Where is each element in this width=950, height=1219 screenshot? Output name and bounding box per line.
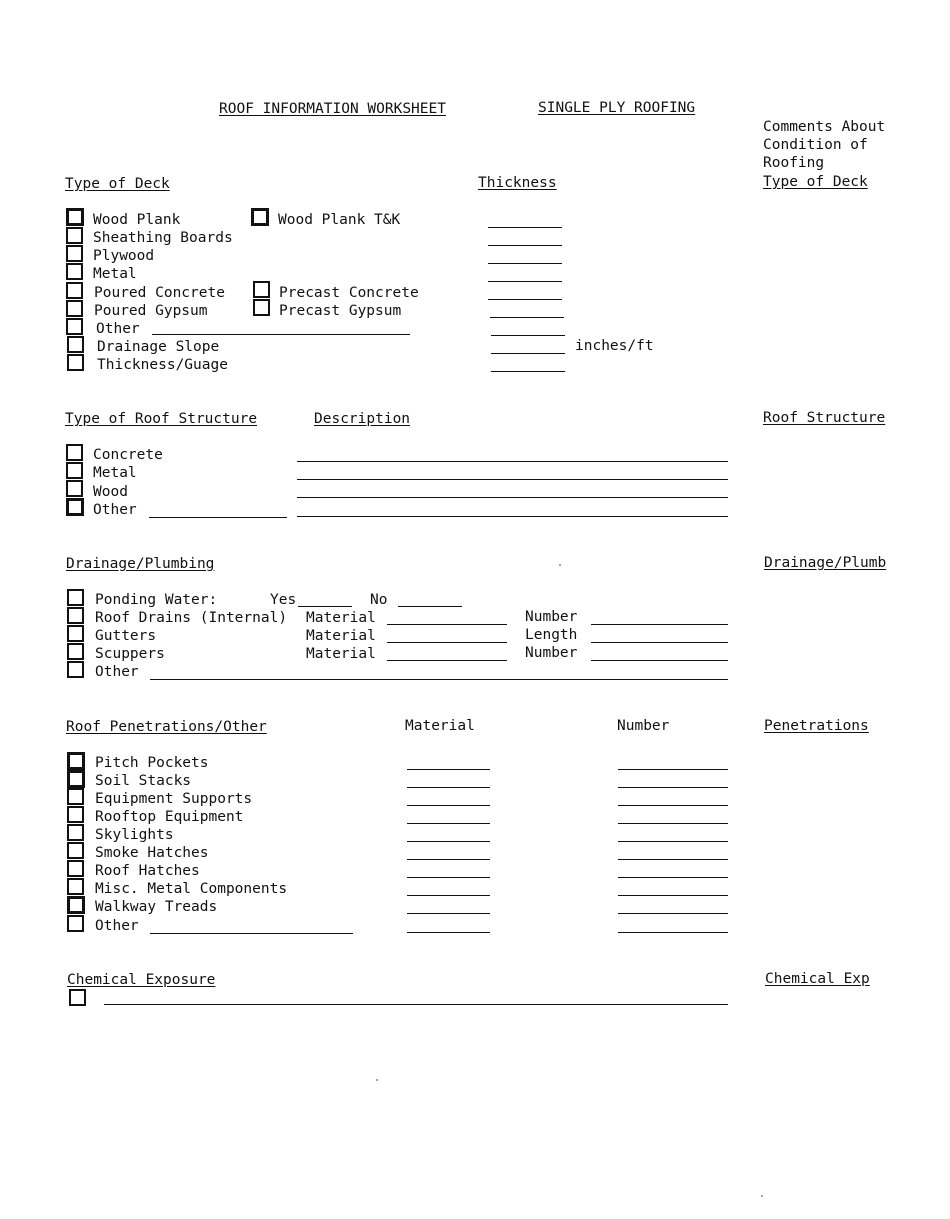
checkbox-thickness-guage[interactable] — [67, 354, 84, 371]
drainage-comment-label: Drainage/Plumb — [764, 555, 887, 571]
material-label-drains: Material — [306, 610, 376, 626]
deck-item-poured-gypsum: Poured Gypsum — [94, 303, 208, 319]
structure-item-metal: Metal — [93, 465, 137, 481]
chemical-exposure-line[interactable] — [104, 1004, 728, 1005]
scan-speck — [559, 564, 561, 566]
checkbox-metal-structure[interactable] — [66, 462, 83, 479]
deck-item-plywood: Plywood — [93, 248, 155, 264]
scuppers-number-line[interactable] — [591, 660, 728, 661]
deck-item-poured-concrete: Poured Concrete — [94, 285, 225, 301]
checkbox-equipment-supports[interactable] — [67, 788, 84, 805]
penetration-item-soil-stacks: Soil Stacks — [95, 773, 192, 789]
comments-heading-line-3: Roofing — [763, 155, 825, 171]
worksheet-title: ROOF INFORMATION WORKSHEET — [219, 101, 446, 117]
number-line-pitch-pockets[interactable] — [618, 769, 728, 770]
chemical-comment-label: Chemical Exp — [765, 971, 870, 987]
checkbox-soil-stacks[interactable] — [67, 770, 85, 788]
checkbox-pitch-pockets[interactable] — [67, 752, 85, 770]
deck-item-thickness-guage: Thickness/Guage — [97, 357, 228, 373]
number-label-scuppers: Number — [525, 645, 578, 661]
checkbox-ponding-water[interactable] — [67, 589, 84, 606]
slope-unit-label: inches/ft — [575, 338, 654, 354]
checkbox-other-structure[interactable] — [66, 498, 84, 516]
checkbox-other-drainage[interactable] — [67, 661, 84, 678]
number-line-equipment-supports[interactable] — [618, 805, 728, 806]
thickness-heading: Thickness — [478, 175, 557, 191]
deck-item-wood-plank: Wood Plank — [93, 212, 181, 228]
penetration-item-rooftop-equipment: Rooftop Equipment — [95, 809, 244, 825]
penetration-item-misc-metal: Misc. Metal Components — [95, 881, 288, 897]
deck-item-metal: Metal — [93, 266, 137, 282]
checkbox-wood-plank[interactable] — [66, 208, 84, 226]
checkbox-metal-deck[interactable] — [66, 263, 83, 280]
drainage-item-gutters: Gutters — [95, 628, 157, 644]
deck-item-precast-concrete: Precast Concrete — [279, 285, 419, 301]
checkbox-poured-concrete[interactable] — [66, 282, 83, 299]
material-line-roof-hatches[interactable] — [407, 877, 490, 878]
penetrations-heading: Roof Penetrations/Other — [66, 719, 267, 735]
number-line-rooftop-equipment[interactable] — [618, 823, 728, 824]
number-label-drains: Number — [525, 609, 578, 625]
checkbox-precast-gypsum[interactable] — [253, 299, 270, 316]
drainage-item-roof-drains: Roof Drains (Internal) — [95, 610, 288, 626]
structure-item-wood: Wood — [93, 484, 128, 500]
gutters-length-line[interactable] — [591, 642, 728, 643]
checkbox-rooftop-equipment[interactable] — [67, 806, 84, 823]
material-line-skylights[interactable] — [407, 841, 490, 842]
checkbox-wood-plank-tk[interactable] — [251, 208, 269, 226]
checkbox-smoke-hatches[interactable] — [67, 842, 84, 859]
deck-heading: Type of Deck — [65, 176, 170, 192]
checkbox-chemical-exposure[interactable] — [69, 989, 86, 1006]
no-label: No — [370, 592, 388, 608]
penetration-item-roof-hatches: Roof Hatches — [95, 863, 200, 879]
checkbox-roof-drains[interactable] — [67, 607, 84, 624]
description-line-metal[interactable] — [297, 479, 728, 480]
description-line-other[interactable] — [297, 516, 728, 517]
checkbox-roof-hatches[interactable] — [67, 860, 84, 877]
drainage-item-scuppers: Scuppers — [95, 646, 165, 662]
material-line-equipment-supports[interactable] — [407, 805, 490, 806]
checkbox-plywood[interactable] — [66, 245, 83, 262]
thickness-line-plywood[interactable] — [488, 263, 562, 264]
description-line-concrete[interactable] — [297, 461, 728, 462]
material-line-soil-stacks[interactable] — [407, 787, 490, 788]
deck-item-wood-plank-tk: Wood Plank T&K — [278, 212, 401, 228]
structure-item-concrete: Concrete — [93, 447, 163, 463]
number-line-smoke-hatches[interactable] — [618, 859, 728, 860]
checkbox-sheathing-boards[interactable] — [66, 227, 83, 244]
number-line-soil-stacks[interactable] — [618, 787, 728, 788]
structure-heading: Type of Roof Structure — [65, 411, 258, 427]
structure-item-other: Other — [93, 502, 137, 518]
deck-item-other: Other — [96, 321, 140, 337]
penetrations-number-heading: Number — [617, 718, 670, 734]
checkbox-wood-structure[interactable] — [66, 480, 83, 497]
description-line-wood[interactable] — [297, 497, 728, 498]
checkbox-drainage-slope[interactable] — [67, 336, 84, 353]
scan-speck — [761, 1195, 763, 1197]
penetrations-material-heading: Material — [405, 718, 475, 734]
thickness-line-sheathing[interactable] — [488, 245, 562, 246]
checkbox-other-penetration[interactable] — [67, 915, 84, 932]
scuppers-material-line[interactable] — [387, 660, 507, 661]
material-line-smoke-hatches[interactable] — [407, 859, 490, 860]
drainage-item-other: Other — [95, 664, 139, 680]
number-line-walkway-treads[interactable] — [618, 913, 728, 914]
chemical-heading: Chemical Exposure — [67, 972, 216, 988]
drains-material-line[interactable] — [387, 624, 507, 625]
penetration-item-skylights: Skylights — [95, 827, 174, 843]
number-line-other[interactable] — [618, 932, 728, 933]
deck-item-drainage-slope: Drainage Slope — [97, 339, 220, 355]
thickness-line-other[interactable] — [491, 335, 565, 336]
deck-item-sheathing-boards: Sheathing Boards — [93, 230, 233, 246]
deck-comment-label: Type of Deck — [763, 174, 868, 190]
checkbox-misc-metal[interactable] — [67, 878, 84, 895]
checkbox-scuppers[interactable] — [67, 643, 84, 660]
yes-label: Yes — [270, 592, 297, 608]
penetration-item-other: Other — [95, 918, 139, 934]
checkbox-gutters[interactable] — [67, 625, 84, 642]
penetration-item-smoke-hatches: Smoke Hatches — [95, 845, 209, 861]
thickness-line-metal[interactable] — [488, 281, 562, 282]
scan-speck — [376, 1079, 378, 1081]
thickness-guage-line[interactable] — [491, 371, 565, 372]
length-label-gutters: Length — [525, 627, 578, 643]
thickness-line-gypsum[interactable] — [490, 317, 564, 318]
material-line-misc-metal[interactable] — [407, 895, 490, 896]
material-line-walkway-treads[interactable] — [407, 913, 490, 914]
no-line[interactable] — [398, 606, 462, 607]
drainage-item-ponding-water: Ponding Water: — [95, 592, 218, 608]
number-line-misc-metal[interactable] — [618, 895, 728, 896]
penetration-item-walkway-treads: Walkway Treads — [95, 899, 218, 915]
material-line-pitch-pockets[interactable] — [407, 769, 490, 770]
checkbox-precast-concrete[interactable] — [253, 281, 270, 298]
comments-heading-line-1: Comments About — [763, 119, 886, 135]
penetrations-comment-label: Penetrations — [764, 718, 869, 734]
checkbox-walkway-treads[interactable] — [67, 896, 85, 914]
checkbox-concrete-structure[interactable] — [66, 444, 83, 461]
penetration-other-line[interactable] — [150, 933, 353, 934]
deck-item-precast-gypsum: Precast Gypsum — [279, 303, 402, 319]
material-line-other[interactable] — [407, 932, 490, 933]
checkbox-skylights[interactable] — [67, 824, 84, 841]
structure-other-line[interactable] — [149, 517, 287, 518]
structure-comment-label: Roof Structure — [763, 410, 886, 426]
yes-line[interactable] — [298, 606, 352, 607]
worksheet-subtitle: SINGLE PLY ROOFING — [538, 100, 696, 116]
checkbox-poured-gypsum[interactable] — [66, 300, 83, 317]
drainage-other-line[interactable] — [150, 679, 728, 680]
drains-number-line[interactable] — [591, 624, 728, 625]
deck-other-line[interactable] — [152, 334, 410, 335]
comments-heading-line-2: Condition of — [763, 137, 868, 153]
number-line-roof-hatches[interactable] — [618, 877, 728, 878]
gutters-material-line[interactable] — [387, 642, 507, 643]
thickness-line-concrete[interactable] — [488, 299, 562, 300]
thickness-line-wood-plank[interactable] — [488, 227, 562, 228]
penetration-item-pitch-pockets: Pitch Pockets — [95, 755, 209, 771]
penetration-item-equipment-supports: Equipment Supports — [95, 791, 253, 807]
material-line-rooftop-equipment[interactable] — [407, 823, 490, 824]
drainage-heading: Drainage/Plumbing — [66, 556, 215, 572]
drainage-slope-line[interactable] — [491, 353, 565, 354]
material-label-gutters: Material — [306, 628, 376, 644]
checkbox-other-deck[interactable] — [66, 318, 83, 335]
material-label-scuppers: Material — [306, 646, 376, 662]
description-heading: Description — [314, 411, 411, 427]
number-line-skylights[interactable] — [618, 841, 728, 842]
